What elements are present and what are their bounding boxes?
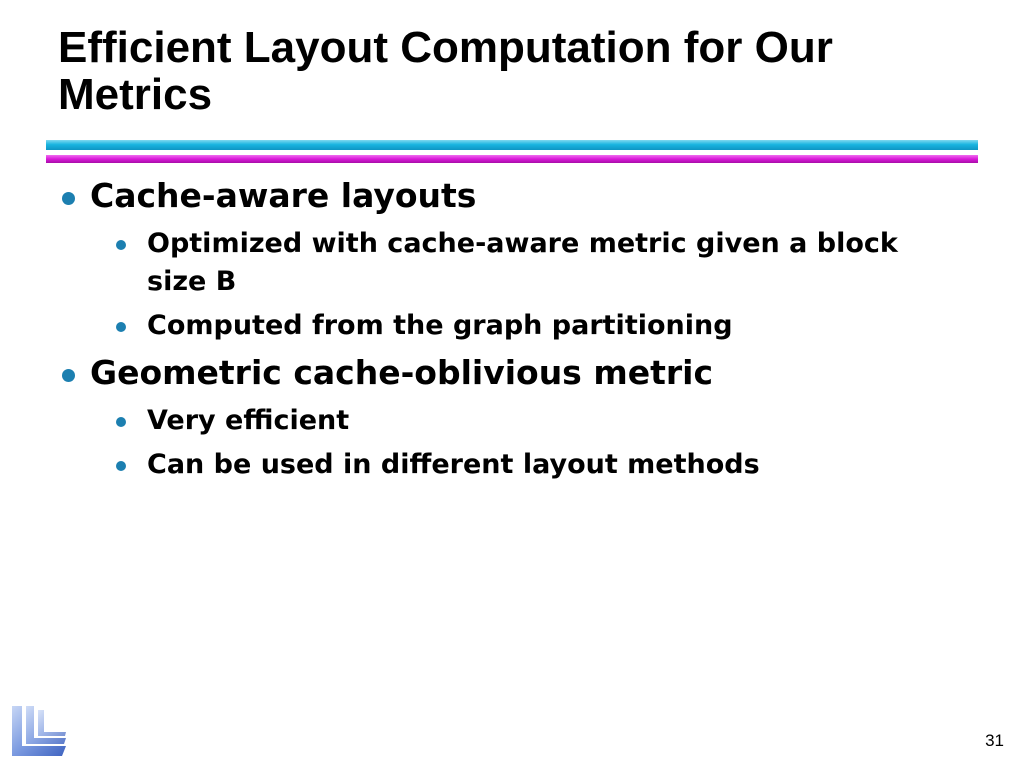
sub-bullet-dot-icon <box>116 461 126 471</box>
sub-bullet-text: Optimized with cache-aware metric given a block size B <box>147 228 898 297</box>
sub-bullet-item <box>116 225 958 301</box>
sub-bullet-item <box>116 307 958 345</box>
bullet-text: Cache-aware layouts <box>90 176 477 215</box>
sub-bullet-text: Very efficient <box>147 405 350 436</box>
bullet-item <box>58 176 958 216</box>
sub-bullet-text: Computed from the graph partitioning <box>147 310 733 341</box>
bullet-text: Geometric cache-oblivious metric <box>90 353 714 392</box>
slide-title: Efficient Layout Computation for Our Metrics <box>58 23 833 119</box>
sub-bullet-text: Can be used in different layout methods <box>147 449 760 480</box>
bullet-list <box>58 176 958 484</box>
sub-bullet-dot-icon <box>116 417 126 427</box>
page-number: 31 <box>985 731 1004 750</box>
sub-bullet-dot-icon <box>116 322 126 332</box>
sub-bullet-dot-icon <box>116 240 126 250</box>
university-logo-icon <box>8 702 70 760</box>
bullet-dot-icon <box>62 192 75 205</box>
sub-bullet-item <box>116 402 958 440</box>
title-divider-magenta <box>46 155 978 163</box>
title-divider-cyan <box>46 140 978 150</box>
sub-bullet-item <box>116 446 958 484</box>
bullet-dot-icon <box>62 369 75 382</box>
bullet-item <box>58 353 958 393</box>
